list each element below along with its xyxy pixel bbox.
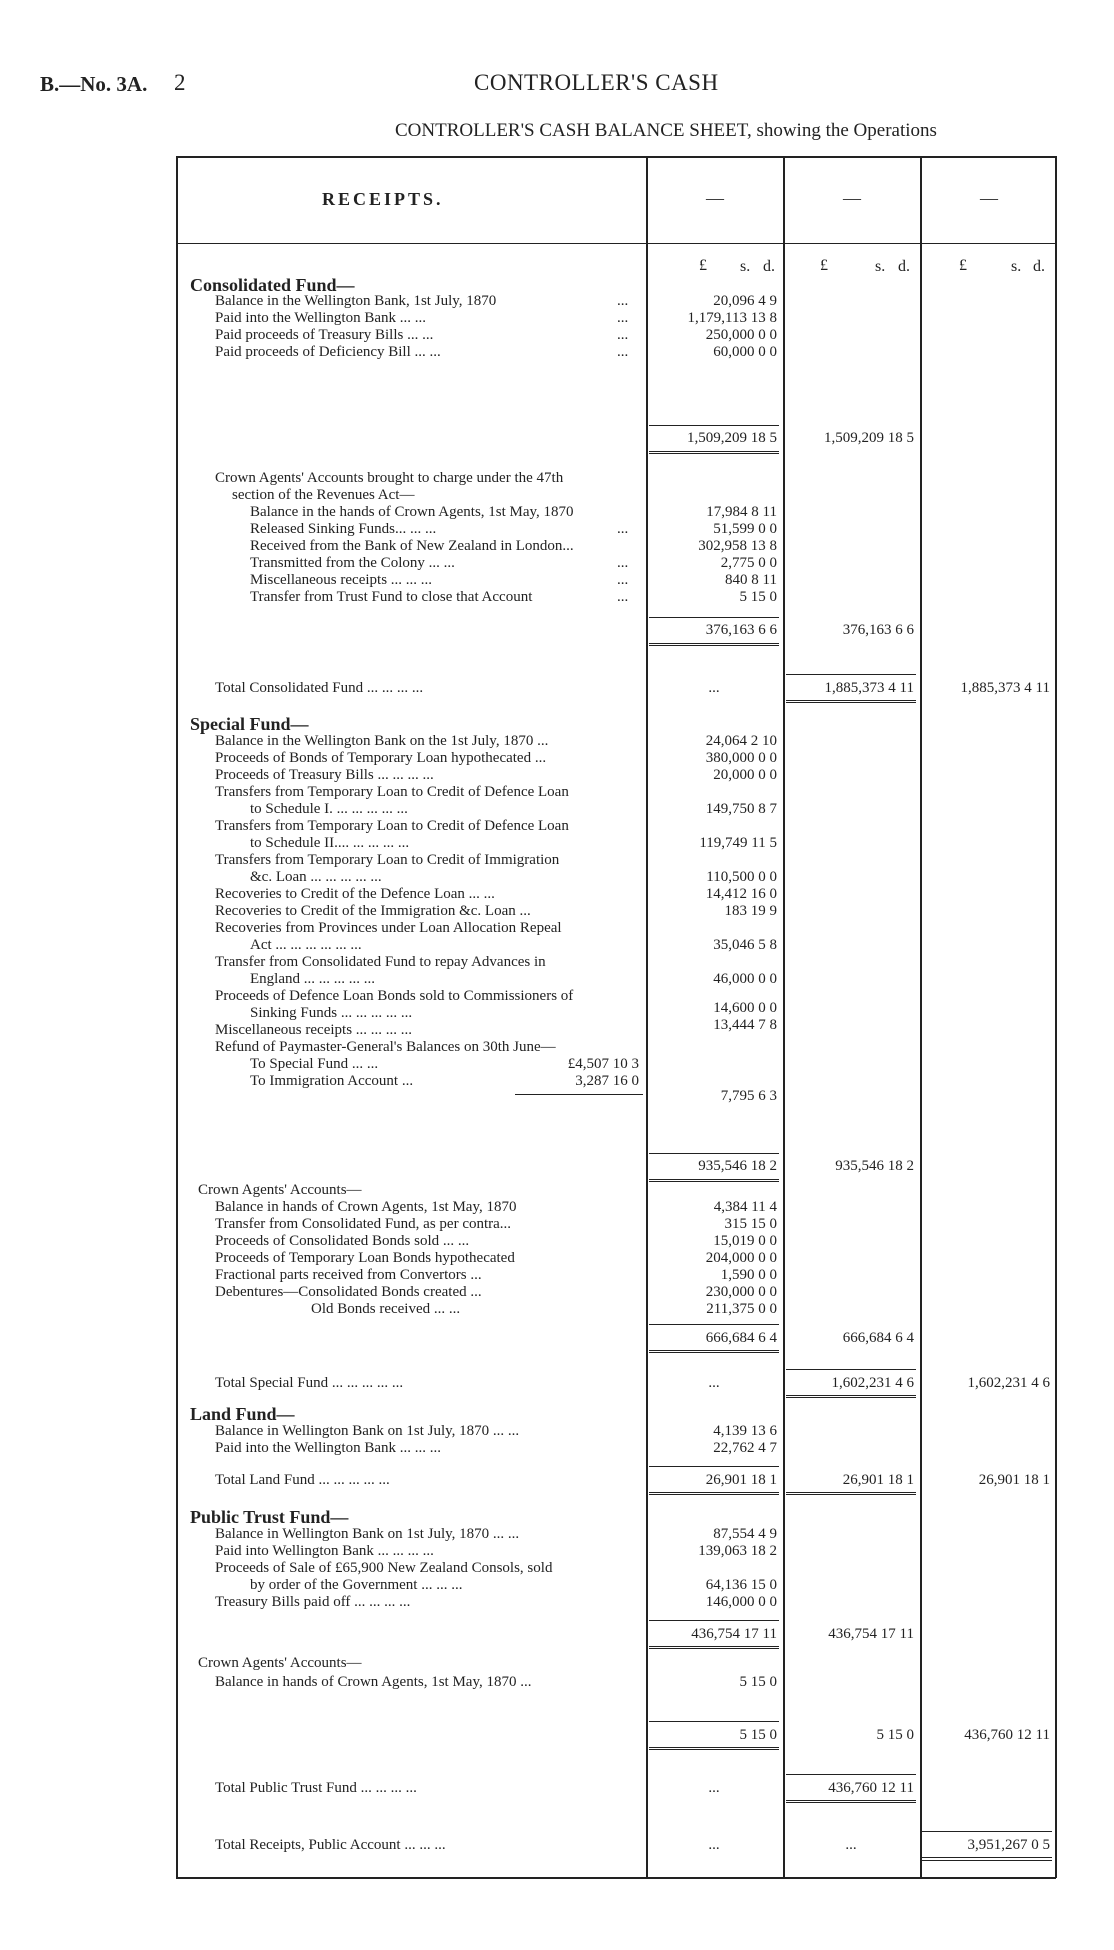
list-item-cont: by order of the Government ... ... ... <box>250 1577 463 1593</box>
amount: 64,136 15 0 <box>705 1577 777 1593</box>
amount: 302,958 13 8 <box>698 538 777 554</box>
refund-item: To Special Fund ... ... <box>250 1056 379 1072</box>
list-item: Transfers from Temporary Loan to Credit of Defence Loan <box>215 784 569 800</box>
amount: 5 15 0 <box>739 1674 777 1690</box>
special-crown-agents-heading: Crown Agents' Accounts— <box>198 1182 362 1198</box>
trust-subtotal-carried: 436,754 17 11 <box>828 1626 914 1642</box>
list-item-cont: &c. Loan ... ... ... ... ... <box>250 869 382 885</box>
amount: 146,000 0 0 <box>705 1594 777 1610</box>
pound-unit: £ <box>959 257 967 274</box>
crown-agents-heading: Crown Agents' Accounts brought to charge under the 47th <box>215 470 564 486</box>
amount: 17,984 8 11 <box>706 504 777 520</box>
amount: 35,046 5 8 <box>713 937 777 953</box>
leader-dots: ... <box>617 555 629 571</box>
list-item: Treasury Bills paid off ... ... ... ... <box>215 1594 411 1610</box>
list-item-cont: to Schedule I. ... ... ... ... ... <box>250 801 408 817</box>
list-item-cont: Sinking Funds ... ... ... ... ... <box>250 1005 413 1021</box>
receipts-heading: RECEIPTS. <box>322 189 444 209</box>
amount: 4,139 13 6 <box>713 1423 777 1439</box>
special-subtotal-carried: 935,546 18 2 <box>835 1158 914 1174</box>
leader-dots: ... <box>617 521 629 537</box>
amount: 183 19 9 <box>724 903 777 919</box>
list-item: Recoveries to Credit of the Immigration &c. Loan ... <box>215 903 531 919</box>
amount: 15,019 0 0 <box>713 1233 777 1249</box>
special-fund-heading: Special Fund— <box>190 714 309 734</box>
list-item-cont: England ... ... ... ... ... <box>250 971 375 987</box>
special-subtotal: 935,546 18 2 <box>698 1158 777 1174</box>
trust-crown-agents-heading: Crown Agents' Accounts— <box>198 1655 362 1671</box>
column-divider-2 <box>783 156 785 1878</box>
amount: 315 15 0 <box>724 1216 777 1232</box>
trust-crown-agents-subtotal: 5 15 0 <box>739 1727 777 1743</box>
refund-total: 7,795 6 3 <box>720 1088 777 1104</box>
list-item: Balance in the hands of Crown Agents, 1st May, 1870 <box>250 504 574 520</box>
amount: 14,412 16 0 <box>705 886 777 902</box>
total-consolidated-col1: ... <box>708 680 720 696</box>
list-item: Fractional parts received from Convertors ... <box>215 1267 482 1283</box>
total-special-col2: 1,602,231 4 6 <box>831 1375 914 1391</box>
amount: 380,000 0 0 <box>705 750 777 766</box>
list-item-cont: Act ... ... ... ... ... ... <box>250 937 362 953</box>
list-item: Proceeds of Bonds of Temporary Loan hypothecated ... <box>215 750 547 766</box>
leader-dots: ... <box>617 293 629 309</box>
amount: 1,590 0 0 <box>720 1267 777 1283</box>
list-item: Balance in the Wellington Bank on the 1st July, 1870 ... <box>215 733 549 749</box>
trust-fund-heading: Public Trust Fund— <box>190 1507 349 1527</box>
total-special-label: Total Special Fund ... ... ... ... ... <box>215 1375 404 1391</box>
list-item: Balance in the Wellington Bank, 1st July, 1870 <box>215 293 497 309</box>
total-consolidated-col2: 1,885,373 4 11 <box>824 680 914 696</box>
amount: 2,775 0 0 <box>720 555 777 571</box>
list-item: Transfer from Consolidated Fund, as per contra... <box>215 1216 512 1232</box>
column-divider-3 <box>920 156 922 1878</box>
amount: 211,375 0 0 <box>706 1301 777 1317</box>
list-item: Miscellaneous receipts ... ... ... <box>250 572 433 588</box>
grand-total-col2: ... <box>845 1837 857 1853</box>
table-top-rule <box>176 156 1056 158</box>
total-consolidated-col3: 1,885,373 4 11 <box>960 680 1050 696</box>
amount: 13,444 7 8 <box>713 1017 777 1033</box>
list-item: Miscellaneous receipts ... ... ... ... <box>215 1022 413 1038</box>
crown-agents-subtotal-carried: 376,163 6 6 <box>842 622 914 638</box>
list-item: Paid into Wellington Bank ... ... ... ... <box>215 1543 434 1559</box>
list-item: Recoveries from Provinces under Loan Allocation Repeal <box>215 920 562 936</box>
amount: 204,000 0 0 <box>705 1250 777 1266</box>
amount: 119,749 11 5 <box>699 835 777 851</box>
leader-dots: ... <box>617 344 629 360</box>
document-reference: B.—No. 3A. <box>40 72 148 96</box>
total-trust-col2: 436,760 12 11 <box>828 1780 914 1796</box>
running-title: CONTROLLER'S CASH <box>474 70 719 95</box>
consolidated-subtotal: 1,509,209 18 5 <box>687 430 777 446</box>
total-land-label: Total Land Fund ... ... ... ... ... <box>215 1472 390 1488</box>
refund-item: To Immigration Account ... <box>250 1073 414 1089</box>
trust-crown-agents-subtotal-carried: 5 15 0 <box>876 1727 914 1743</box>
grand-total-col1: ... <box>708 1837 720 1853</box>
amount: 14,600 0 0 <box>713 1000 777 1016</box>
list-item: Balance in Wellington Bank on 1st July, 1870 ... ... <box>215 1526 520 1542</box>
list-item: Balance in Wellington Bank on 1st July, 1870 ... ... <box>215 1423 520 1439</box>
list-item: Refund of Paymaster-General's Balances on 30th June— <box>215 1039 556 1055</box>
amount: 24,064 2 10 <box>705 733 777 749</box>
pence-unit: d. <box>898 258 910 275</box>
amount: 4,384 11 4 <box>713 1199 777 1215</box>
amount: 5 15 0 <box>739 589 777 605</box>
special-crown-agents-subtotal-carried: 666,684 6 4 <box>842 1330 914 1346</box>
shilling-unit: s. <box>740 258 751 275</box>
leader-dots: ... <box>617 589 629 605</box>
total-special-col3: 1,602,231 4 6 <box>967 1375 1050 1391</box>
pence-unit: d. <box>763 258 775 275</box>
consolidated-fund-heading: Consolidated Fund— <box>190 275 355 295</box>
total-land-col1: 26,901 18 1 <box>705 1472 777 1488</box>
leader-dots: ... <box>617 310 629 326</box>
trust-col3-total: 436,760 12 11 <box>964 1727 1050 1743</box>
column-divider-1 <box>646 156 648 1878</box>
right-border <box>1055 156 1057 1878</box>
amount: 139,063 18 2 <box>698 1543 777 1559</box>
total-trust-label: Total Public Trust Fund ... ... ... ... <box>215 1780 417 1796</box>
header-rule <box>176 243 1056 244</box>
list-item: Balance in hands of Crown Agents, 1st May, 1870 <box>215 1199 517 1215</box>
amount: 87,554 4 9 <box>713 1526 777 1542</box>
refund-inner-amount: 3,287 16 0 <box>575 1073 639 1089</box>
special-crown-agents-subtotal: 666,684 6 4 <box>705 1330 777 1346</box>
list-item: Transfer from Consolidated Fund to repay Advances in <box>215 954 546 970</box>
total-special-col1: ... <box>708 1375 720 1391</box>
shilling-unit: s. <box>875 258 886 275</box>
list-item: Transmitted from the Colony ... ... <box>250 555 455 571</box>
list-item: Transfers from Temporary Loan to Credit of Defence Loan <box>215 818 569 834</box>
list-item-cont: to Schedule II.... ... ... ... ... <box>250 835 410 851</box>
amount: 20,096 4 9 <box>713 293 777 309</box>
list-item: Received from the Bank of New Zealand in London... <box>250 538 574 554</box>
amount: 20,000 0 0 <box>713 767 777 783</box>
list-item: Proceeds of Defence Loan Bonds sold to Commissioners of <box>215 988 574 1004</box>
amount: 250,000 0 0 <box>705 327 777 343</box>
list-item: Paid into the Wellington Bank ... ... <box>215 310 427 326</box>
list-item-cont: Old Bonds received ... ... <box>311 1301 461 1317</box>
land-fund-heading: Land Fund— <box>190 1404 295 1424</box>
total-consolidated-label: Total Consolidated Fund ... ... ... ... <box>215 680 424 696</box>
page-number: 2 <box>174 70 186 95</box>
list-item: Transfer from Trust Fund to close that Account <box>250 589 533 605</box>
pound-unit: £ <box>820 257 828 274</box>
amount: 149,750 8 7 <box>705 801 777 817</box>
list-item: Proceeds of Consolidated Bonds sold ... ... <box>215 1233 470 1249</box>
trust-subtotal: 436,754 17 11 <box>691 1626 777 1642</box>
consolidated-subtotal-carried: 1,509,209 18 5 <box>824 430 914 446</box>
list-item: Debentures—Consolidated Bonds created ... <box>215 1284 482 1300</box>
amount: 110,500 0 0 <box>706 869 777 885</box>
refund-inner-amount: £4,507 10 3 <box>567 1056 639 1072</box>
total-land-col2: 26,901 18 1 <box>842 1472 914 1488</box>
list-item: Paid proceeds of Treasury Bills ... ... <box>215 327 434 343</box>
list-item: Proceeds of Sale of £65,900 New Zealand Consols, sold <box>215 1560 553 1576</box>
grand-total-label: Total Receipts, Public Account ... ... ... <box>215 1837 446 1853</box>
grand-total-col3: 3,951,267 0 5 <box>967 1837 1050 1853</box>
amount: 230,000 0 0 <box>705 1284 777 1300</box>
list-item: Proceeds of Temporary Loan Bonds hypothecated <box>215 1250 515 1266</box>
refund-rule <box>515 1094 643 1095</box>
list-item: Paid proceeds of Deficiency Bill ... ... <box>215 344 441 360</box>
column-1-heading: — <box>706 188 724 208</box>
leader-dots: ... <box>617 572 629 588</box>
column-3-heading: — <box>980 188 998 208</box>
pence-unit: d. <box>1033 258 1045 275</box>
amount: 1,179,113 13 8 <box>687 310 777 326</box>
crown-agents-subtotal: 376,163 6 6 <box>705 622 777 638</box>
crown-agents-heading-cont: section of the Revenues Act— <box>232 487 415 503</box>
table-bottom-rule <box>176 1877 1056 1879</box>
sheet-subtitle: CONTROLLER'S CASH BALANCE SHEET, showing the Operations <box>395 120 937 141</box>
leader-dots: ... <box>617 327 629 343</box>
list-item: Proceeds of Treasury Bills ... ... ... ... <box>215 767 434 783</box>
list-item: Paid into the Wellington Bank ... ... ... <box>215 1440 442 1456</box>
pound-unit: £ <box>699 257 707 274</box>
amount: 60,000 0 0 <box>713 344 777 360</box>
list-item: Released Sinking Funds... ... ... <box>250 521 437 537</box>
list-item: Transfers from Temporary Loan to Credit of Immigration <box>215 852 560 868</box>
amount: 22,762 4 7 <box>713 1440 777 1456</box>
total-trust-col1: ... <box>708 1780 720 1796</box>
left-border <box>176 156 178 1878</box>
amount: 46,000 0 0 <box>713 971 777 987</box>
list-item: Recoveries to Credit of the Defence Loan ... ... <box>215 886 495 902</box>
amount: 51,599 0 0 <box>713 521 777 537</box>
list-item: Balance in hands of Crown Agents, 1st May, 1870 ... <box>215 1674 532 1690</box>
amount: 840 8 11 <box>725 572 777 588</box>
total-land-col3: 26,901 18 1 <box>978 1472 1050 1488</box>
total-rule <box>786 1492 916 1495</box>
shilling-unit: s. <box>1011 258 1022 275</box>
column-2-heading: — <box>843 188 861 208</box>
